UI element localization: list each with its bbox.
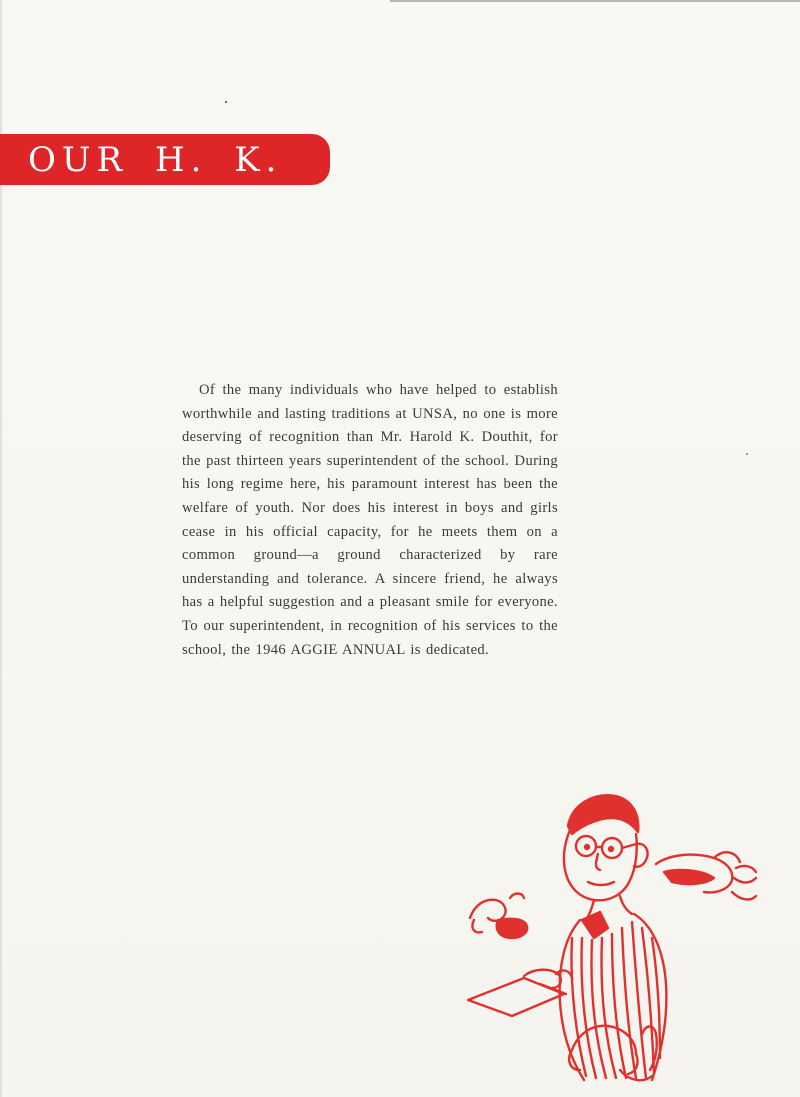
ink-speck — [225, 101, 227, 103]
title-banner — [0, 134, 330, 185]
dedication-paragraph: Of the many individuals who have helped to establish worthwhile and lasting traditions at UNSA, no one is more deserving of recognition than Mr. Harold K. Douthit, for the past thirteen years superintendent of the school. During his long regime here, his paramount interest has been the welfare of youth. Nor does his interest in boys and girls cease in his official capacity, for he meets them on a common ground—a ground characterized by rare understanding and tolerance. A sincere friend, he always has a helpful suggestion and a pleasant smile for everyone. To our superintendent, in recognition of his services to the school, the 1946 AGGIE ANNUAL is dedicated. — [182, 382, 558, 658]
caricature-man-with-hands-icon — [460, 788, 760, 1088]
page-title: OUR H. K. — [28, 139, 283, 180]
top-edge-rule — [390, 0, 800, 2]
ink-speck — [746, 453, 748, 455]
